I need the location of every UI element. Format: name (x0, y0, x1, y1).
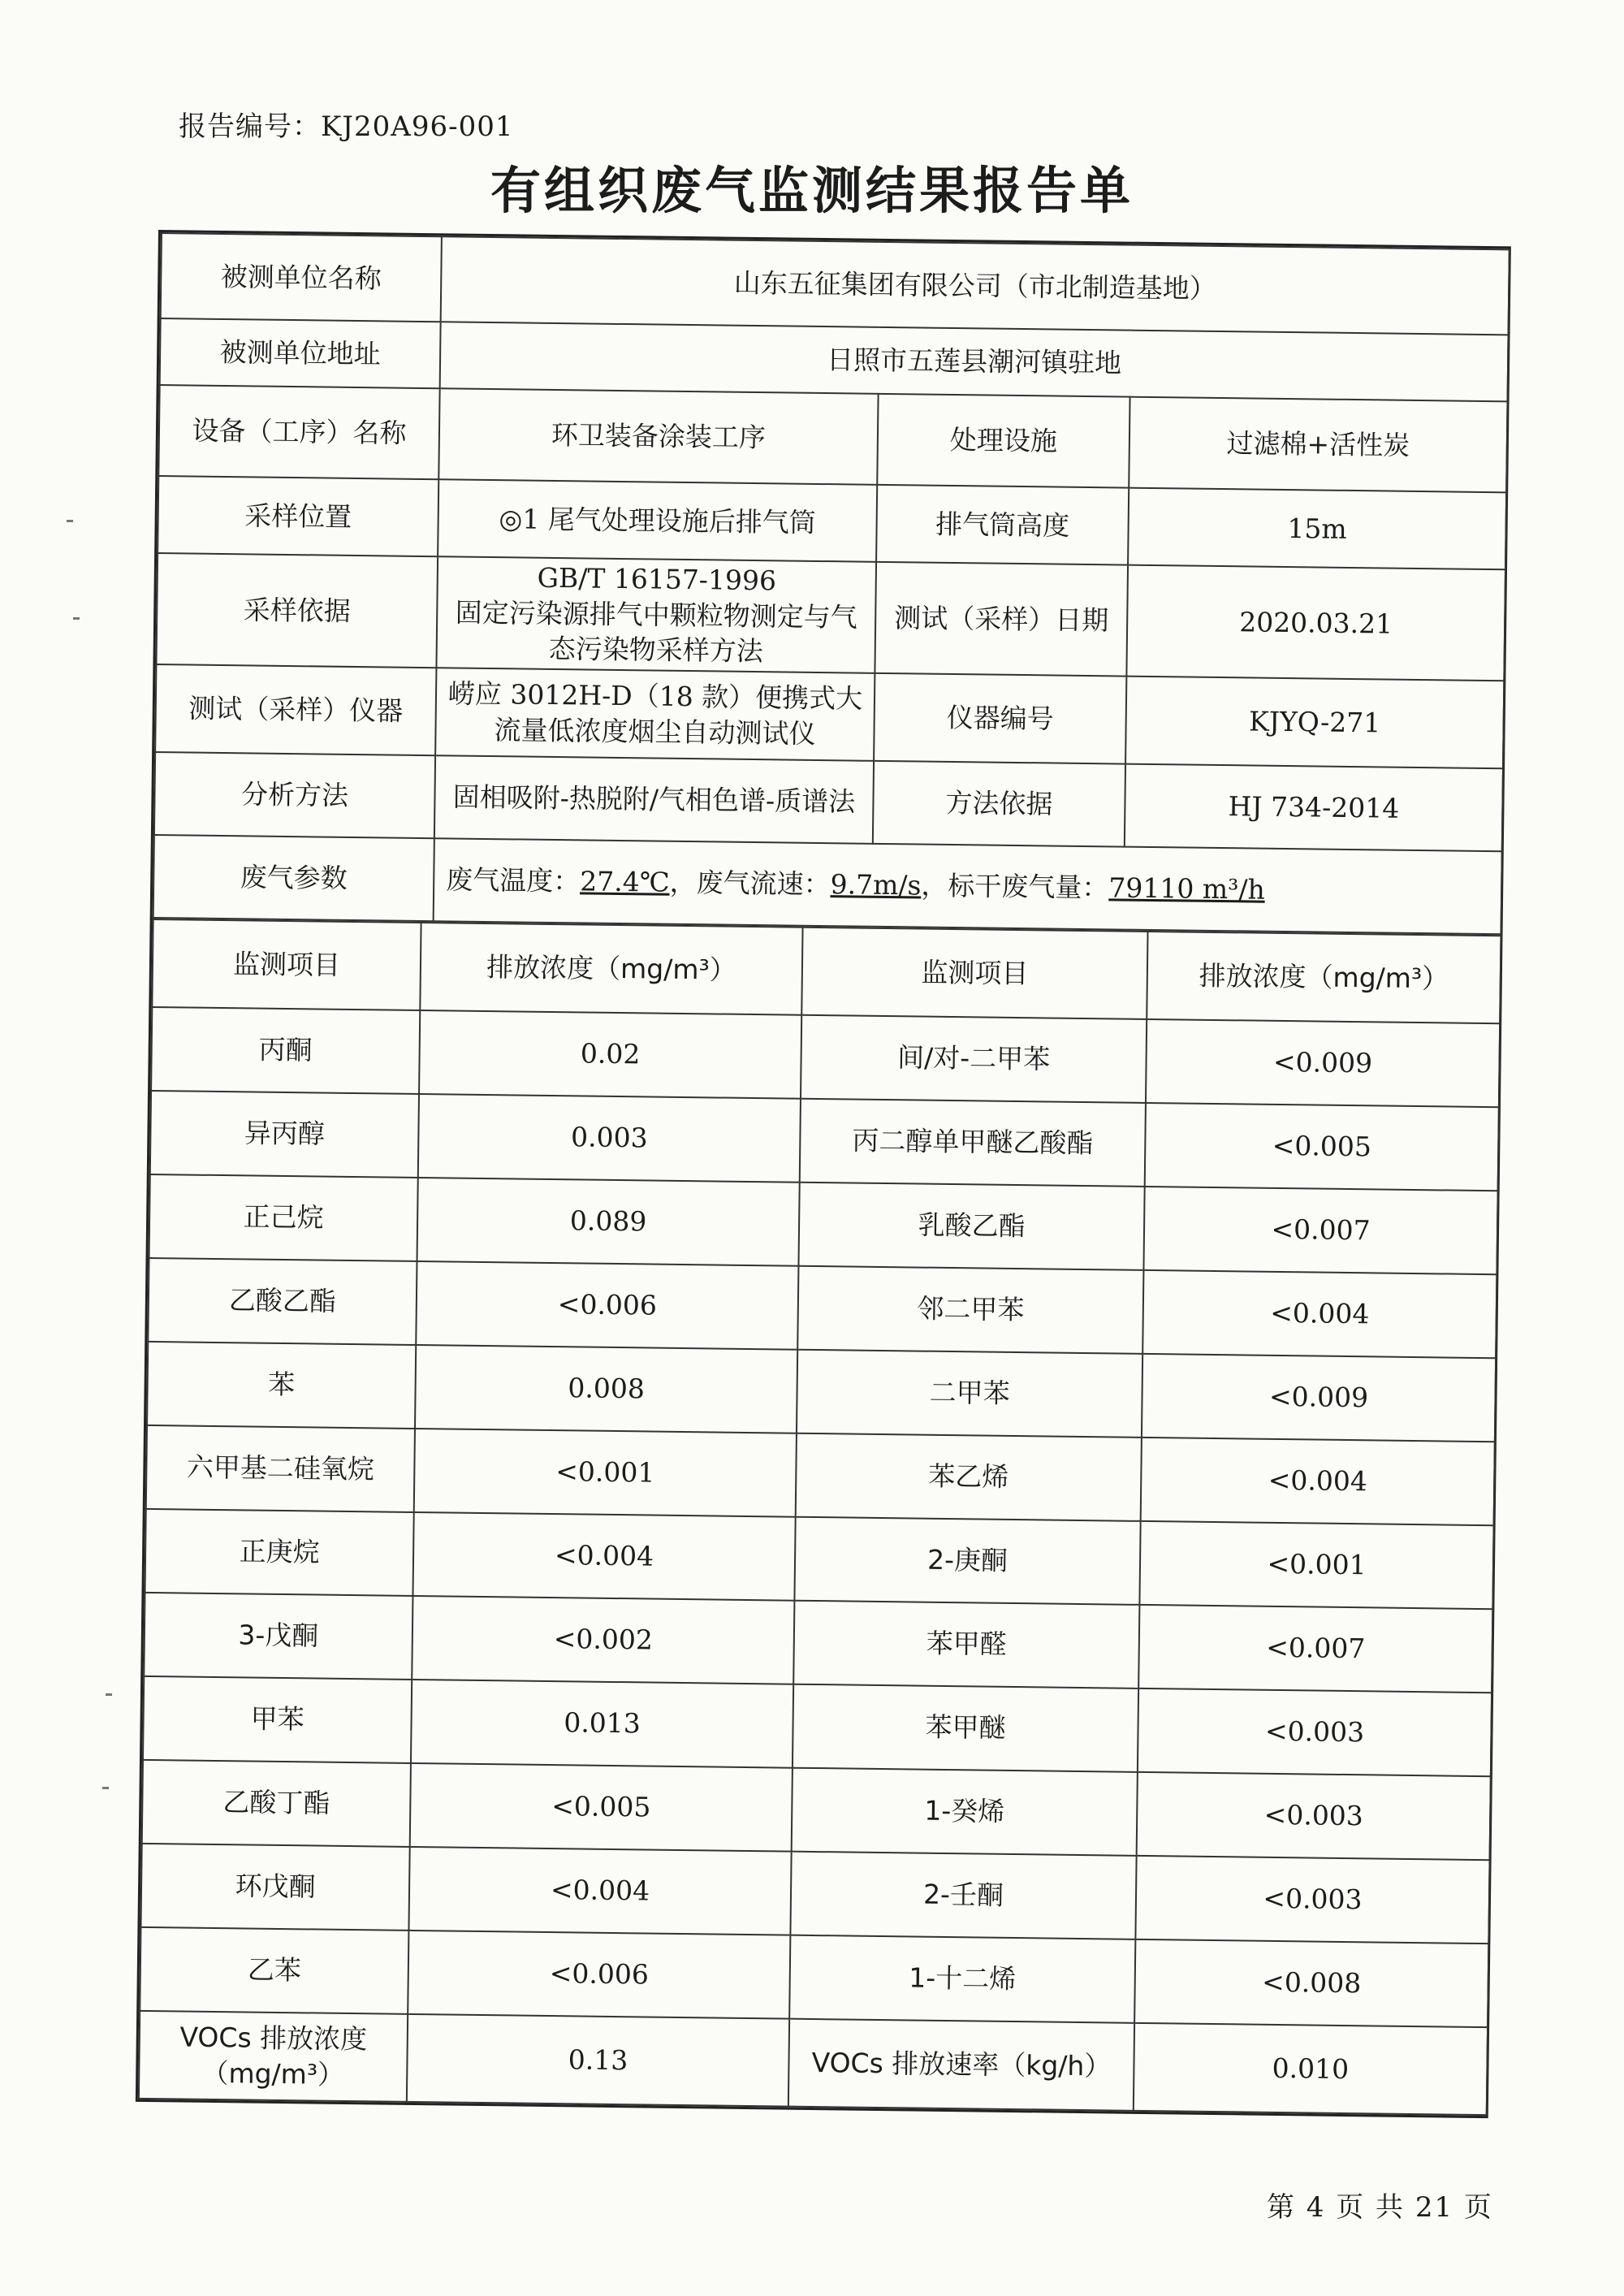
unit-name-value: 山东五征集团有限公司（市北制造基地） (441, 236, 1510, 335)
vocs-rate-label: VOCs 排放速率（kg/h） (788, 2018, 1134, 2110)
item-name-right: 苯甲醛 (793, 1600, 1139, 1688)
basis-standard: GB/T 16157-1996 (537, 561, 777, 597)
method-basis-label: 方法依据 (873, 760, 1125, 846)
concentration-right: <0.003 (1137, 1772, 1491, 1860)
result-row (145, 1509, 1494, 1609)
item-name-left: 正己烷 (149, 1174, 418, 1261)
report-number-label: 报告编号： (179, 110, 321, 143)
concentration-left: <0.001 (414, 1429, 797, 1517)
concentration-right: <0.007 (1143, 1187, 1497, 1274)
item-name-left: 异丙醇 (150, 1091, 419, 1178)
concentration-right: <0.009 (1142, 1354, 1496, 1442)
conc-header-right: 排放浓度（mg/m³） (1147, 932, 1501, 1023)
item-name-right: 丙二醇单甲醚乙酸酯 (800, 1098, 1146, 1186)
concentration-left: <0.006 (408, 1931, 790, 2019)
concentration-left: 0.003 (418, 1094, 801, 1183)
analysis-value: 固相吸附-热脱附/气相色谱-质谱法 (434, 755, 874, 844)
concentration-left: <0.004 (412, 1512, 795, 1601)
treatment-value: 过滤棉+活性炭 (1129, 397, 1507, 493)
concentration-left: 0.013 (411, 1680, 793, 1768)
item-name-left: 丙酮 (151, 1007, 420, 1094)
concentration-right: <0.003 (1138, 1688, 1492, 1776)
position-label: 采样位置 (158, 476, 438, 556)
item-name-right: 苯甲醚 (793, 1684, 1138, 1771)
stack-height-label: 排气筒高度 (876, 485, 1129, 565)
gas-params-label: 废气参数 (153, 835, 434, 921)
item-name-right: 2-庚酮 (794, 1516, 1140, 1604)
vocs-conc-label: VOCs 排放浓度（mg/m³） (139, 2011, 408, 2102)
result-row (146, 1425, 1495, 1525)
conc-header-left: 排放浓度（mg/m³） (420, 923, 802, 1015)
gas-params-value (434, 838, 1502, 934)
basis-value (436, 556, 876, 672)
result-row (147, 1342, 1496, 1442)
stack-height-value: 15m (1128, 488, 1506, 570)
result-row (151, 1007, 1500, 1107)
item-name-left: 环戊酮 (140, 1844, 409, 1931)
item-name-left: 苯 (147, 1342, 416, 1429)
item-header-right: 监测项目 (801, 927, 1147, 1018)
equipment-value: 环卫装备涂装工序 (438, 388, 878, 485)
flow-label: ，废气流速： (669, 866, 831, 901)
concentration-right: <0.009 (1146, 1019, 1500, 1107)
position-value: ◎1 尾气处理设施后排气筒 (438, 479, 877, 562)
concentration-right: <0.007 (1138, 1605, 1492, 1693)
concentration-left: <0.002 (412, 1596, 794, 1684)
info-row-analysis (154, 752, 1503, 851)
report-number (179, 104, 514, 144)
result-row (148, 1258, 1497, 1358)
method-basis-value: HJ 734-2014 (1125, 763, 1503, 851)
result-row (140, 1844, 1489, 1944)
std-volume-value: 79110 m³/h (1108, 871, 1266, 906)
date-label: 测试（采样）日期 (875, 562, 1128, 676)
concentration-right: <0.008 (1134, 1939, 1488, 2026)
temp-label: 废气温度： (446, 863, 581, 897)
item-name-right: 邻二甲苯 (797, 1265, 1143, 1353)
equipment-label: 设备（工序）名称 (158, 385, 439, 479)
item-name-right: 乳酸乙酯 (798, 1182, 1144, 1269)
concentration-right: <0.005 (1145, 1103, 1499, 1191)
concentration-left: 0.089 (417, 1178, 800, 1266)
basis-label: 采样依据 (156, 553, 438, 668)
vocs-rate-value: 0.010 (1134, 2022, 1488, 2114)
instrument-no-value: KJYQ-271 (1125, 676, 1504, 768)
item-name-left: 甲苯 (143, 1676, 412, 1763)
result-row (143, 1676, 1492, 1776)
item-name-left: 乙酸乙酯 (148, 1258, 417, 1345)
page-number: 第 4 页 共 21 页 (1267, 2191, 1493, 2224)
item-name-left: 六甲基二硅氧烷 (146, 1425, 415, 1512)
treatment-label: 处理设施 (877, 394, 1129, 488)
concentration-right: <0.003 (1135, 1856, 1489, 1944)
info-row-unit-name (161, 233, 1510, 335)
report-number-value: KJ20A96-001 (321, 110, 514, 143)
flow-value: 9.7m/s (830, 868, 922, 902)
result-row (144, 1593, 1492, 1693)
item-name-left: 正庚烷 (145, 1509, 414, 1596)
page-title: 有组织废气监测结果报告单 (490, 161, 1134, 220)
report-table-frame (136, 230, 1511, 2118)
instrument-no-label: 仪器编号 (874, 672, 1126, 763)
scan-speck (67, 520, 73, 522)
item-name-left: 3-戊酮 (144, 1593, 412, 1680)
item-name-left: 乙苯 (140, 1927, 408, 2014)
vocs-conc-value: 0.13 (407, 2014, 789, 2107)
result-row (150, 1091, 1499, 1191)
concentration-left: 0.008 (415, 1345, 797, 1433)
instrument-label: 测试（采样）仪器 (155, 664, 436, 755)
info-row-equipment (158, 385, 1507, 492)
temp-value: 27.4℃ (580, 865, 670, 898)
info-row-gas-params (153, 835, 1502, 934)
unit-name-label: 被测单位名称 (161, 233, 442, 322)
vocs-row (139, 2011, 1488, 2115)
info-row-basis (156, 553, 1505, 681)
basis-title: 固定污染源排气中颗粒物测定与气态污染物采样方法 (455, 596, 857, 668)
concentration-left: <0.004 (408, 1847, 791, 1935)
concentration-right: <0.001 (1139, 1521, 1493, 1609)
item-name-right: 间/对-二甲苯 (801, 1014, 1147, 1102)
scan-speck (102, 1787, 109, 1789)
date-value: 2020.03.21 (1126, 565, 1505, 681)
item-name-right: 1-癸烯 (792, 1767, 1138, 1855)
item-name-right: 2-壬酮 (790, 1851, 1136, 1939)
concentration-right: <0.004 (1142, 1270, 1497, 1358)
results-body (140, 1007, 1500, 2027)
info-row-instrument (155, 664, 1504, 768)
concentration-left: <0.006 (416, 1261, 798, 1350)
unit-address-label: 被测单位地址 (160, 318, 441, 388)
concentration-left: <0.005 (410, 1763, 793, 1852)
item-name-right: 二甲苯 (797, 1349, 1142, 1437)
concentration-right: <0.004 (1141, 1438, 1495, 1525)
results-header-row (152, 919, 1501, 1023)
result-row (142, 1760, 1491, 1860)
results-table (138, 919, 1502, 2116)
item-name-right: 苯乙烯 (796, 1433, 1142, 1520)
scan-speck (106, 1693, 112, 1696)
result-row (149, 1174, 1498, 1274)
item-name-right: 1-十二烯 (789, 1935, 1135, 2022)
result-row (140, 1927, 1488, 2027)
std-volume-label: ，标干废气量： (921, 869, 1109, 904)
item-name-left: 乙酸丁酯 (142, 1760, 411, 1847)
concentration-left: 0.02 (419, 1010, 801, 1099)
item-header-left: 监测项目 (152, 919, 421, 1010)
scan-speck (73, 617, 80, 620)
analysis-label: 分析方法 (154, 752, 435, 838)
instrument-value: 崂应 3012H-D（18 款）便携式大流量低浓度烟尘自动测试仪 (435, 668, 875, 761)
info-table (153, 232, 1510, 935)
unit-address-value: 日照市五莲县潮河镇驻地 (440, 322, 1509, 401)
